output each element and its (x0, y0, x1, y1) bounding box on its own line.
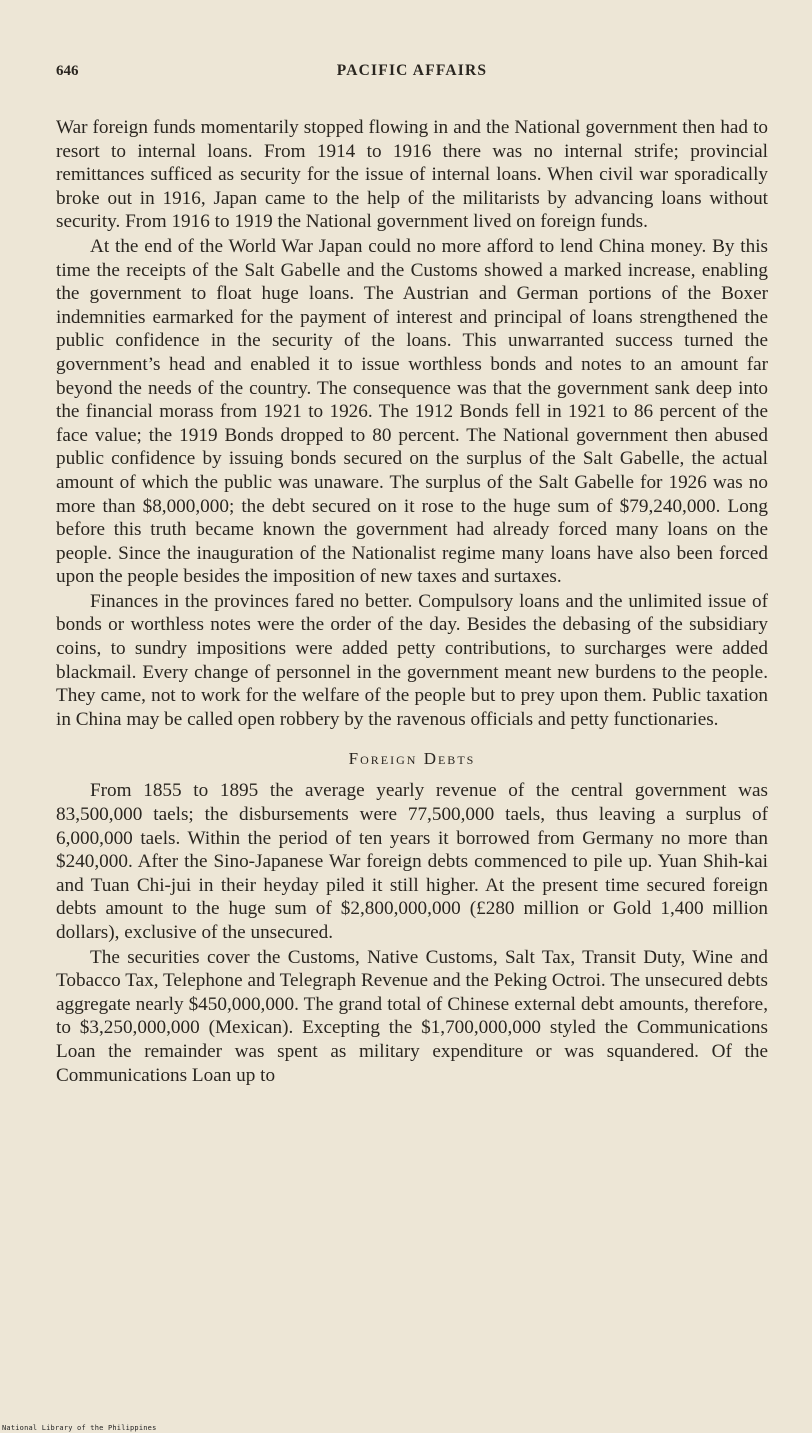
running-head: PACIFIC AFFAIRS (336, 62, 488, 79)
paragraph-continued: War foreign funds momentarily stopped flowing in and the National government then had to resort to internal loans. From 1914 to 1916 there was no internal strife; provincial remittances sufficed as security for the issue of internal loans. When civil war sporadically broke out in 1916, Japan came to the help of the militarists by advancing loans without security. From 1916 to 1919 the National government lived on foreign funds. (56, 117, 768, 233)
paragraph: Finances in the provinces fared no better. Compulsory loans and the unlimited issue of bonds or worthless notes were the order of the day. Besides the debasing of the subsidiary coins, to sundry impositions were added petty contributions, to surcharges were added blackmail. Every change of personnel in the government meant new burdens to the people. They came, not to work for the welfare of the people but to prey upon them. Public taxation in China may be called open robbery by the ravenous officials and petty functionaries. (56, 590, 768, 730)
section-heading: Foreign Debts (348, 749, 476, 769)
body-text (56, 116, 768, 1087)
page-header (56, 62, 768, 90)
page-number: 646 (56, 63, 79, 79)
library-footer: National Library of the Philippines (2, 1424, 157, 1432)
paragraph: At the end of the World War Japan could no more afford to lend China money. By this time the receipts of the Salt Gabelle and the Customs showed a marked increase, enabling the government to float huge loans. The Austrian and German portions of the Boxer indemnities earmarked for the payment of interest and principal of loans strengthened the public confidence in the security of the loans. This unwarranted success turned the government’s head and enabled it to issue worthless bonds and notes to an amount far beyond the needs of the country. The consequence was that the government sank deep into the financial morass from 1921 to 1926. The 1912 Bonds fell in 1921 to 86 percent of the face value; the 1919 Bonds dropped to 80 percent. The National government then abused public confidence by issuing bonds secured on the surplus of the Salt Gabelle, the actual amount of which the public was unaware. The surplus of the Salt Gabelle for 1926 was no more than $8,000,000; the debt secured on it rose to the huge sum of $79,240,000. Long before this truth became known the government had already forced many loans on the people. Since the inauguration of the Nationalist regime many loans have also been forced upon the people besides the imposition of new taxes and surtaxes. (56, 235, 768, 588)
paragraph: The securities cover the Customs, Native Customs, Salt Tax, Transit Duty, Wine and Tobacco Tax, Telephone and Telegraph Revenue and the Peking Octroi. The unsecured debts aggregate nearly $450,000,000. The grand total of Chinese external debt amounts, therefore, to $3,250,000,000 (Mexican). Excepting the $1,700,000,000 styled the Communications Loan the remainder was spent as military expenditure or was squandered. Of the Communications Loan up to (56, 946, 768, 1086)
paragraph: From 1855 to 1895 the average yearly revenue of the central government was 83,500,000 taels; the disbursements were 77,500,000 taels, thus leaving a surplus of 6,000,000 taels. Within the period of ten years it borrowed from Germany no more than $240,000. After the Sino-Japanese War foreign debts commenced to pile up. Yuan Shih-kai and Tuan Chi-jui in their heyday piled it still higher. At the present time secured foreign debts amount to the huge sum of $2,800,000,000 (£280 million or Gold 1,400 million dollars), exclusive of the unsecured. (56, 780, 768, 943)
document-page (56, 62, 768, 1087)
